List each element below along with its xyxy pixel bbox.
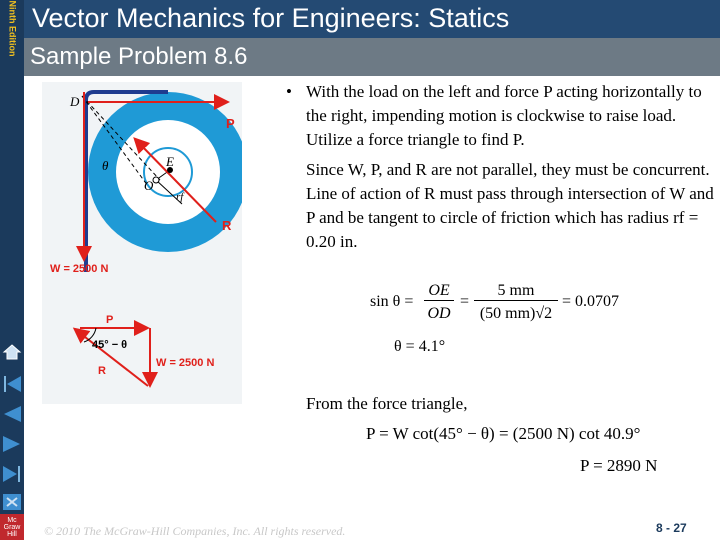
triangle-label-angle: 45° − θ — [92, 339, 128, 351]
eq3: P = W cot(45° − θ) = (2500 N) cot 40.9° — [366, 424, 641, 443]
eq1-equals: = — [460, 293, 470, 310]
pulley-diagram — [42, 82, 242, 404]
paragraph-3 — [286, 386, 716, 416]
paragraph-3-text: From the force triangle, — [306, 394, 468, 413]
eq1-result: = 0.0707 — [562, 293, 620, 310]
last-page-icon[interactable] — [1, 464, 23, 484]
previous-page-icon[interactable] — [1, 404, 23, 424]
paragraph-2: Since W, P, and R are not parallel, they must be concurrent. Line of action of R must pass through intersection of W and P and be tangent to circle of friction which has radius rf = 0.20 in. — [306, 160, 714, 251]
eq1-num2: 5 mm — [474, 282, 558, 301]
publisher-logo: Mc Graw Hill — [0, 514, 24, 540]
problem-figure — [42, 82, 242, 404]
first-page-icon[interactable] — [1, 374, 23, 394]
copyright: © 2010 The McGraw-Hill Companies, Inc. All rights reserved. — [44, 524, 346, 538]
paragraph-1-text: With the load on the left and force P acting horizontally to the right, impending motion is clockwise to raise load. Utilize a force triangle to find P. — [306, 82, 702, 149]
sidebar — [0, 0, 24, 540]
triangle-label-R: R — [98, 365, 106, 377]
next-page-icon[interactable] — [1, 434, 23, 454]
bullet-icon: • — [286, 82, 292, 101]
page-title: Vector Mechanics for Engineers: Statics — [32, 3, 510, 33]
home-icon[interactable] — [1, 342, 23, 362]
paragraph-1 — [286, 80, 716, 152]
triangle-label-W: W = 2500 N — [156, 357, 215, 369]
end-icon[interactable] — [1, 492, 23, 512]
header-bar — [24, 0, 720, 38]
subheader-bar — [24, 38, 720, 76]
label-W: W = 2500 N — [50, 263, 109, 275]
label-D: D — [70, 94, 80, 109]
label-rf: rf — [176, 191, 184, 203]
eq1-den1: OD — [427, 305, 451, 322]
page-number: 8 - 27 — [656, 521, 687, 535]
label-O: O — [144, 178, 154, 193]
eq1-den2: (50 mm)√2 — [479, 305, 553, 322]
solution-text — [286, 80, 716, 254]
eq1-num1: OE — [424, 282, 454, 301]
triangle-label-P: P — [106, 314, 114, 326]
label-P: P — [226, 116, 235, 131]
eq1-lhs: sin θ = — [370, 293, 414, 310]
eq4: P = 2890 N — [580, 456, 658, 475]
label-R: R — [222, 218, 232, 233]
problem-title: Sample Problem 8.6 — [30, 43, 248, 70]
label-theta: θ — [102, 158, 109, 173]
eq2: θ = 4.1° — [394, 338, 446, 355]
label-E: E — [166, 154, 174, 169]
edition-label: Ninth Edition — [7, 0, 18, 57]
